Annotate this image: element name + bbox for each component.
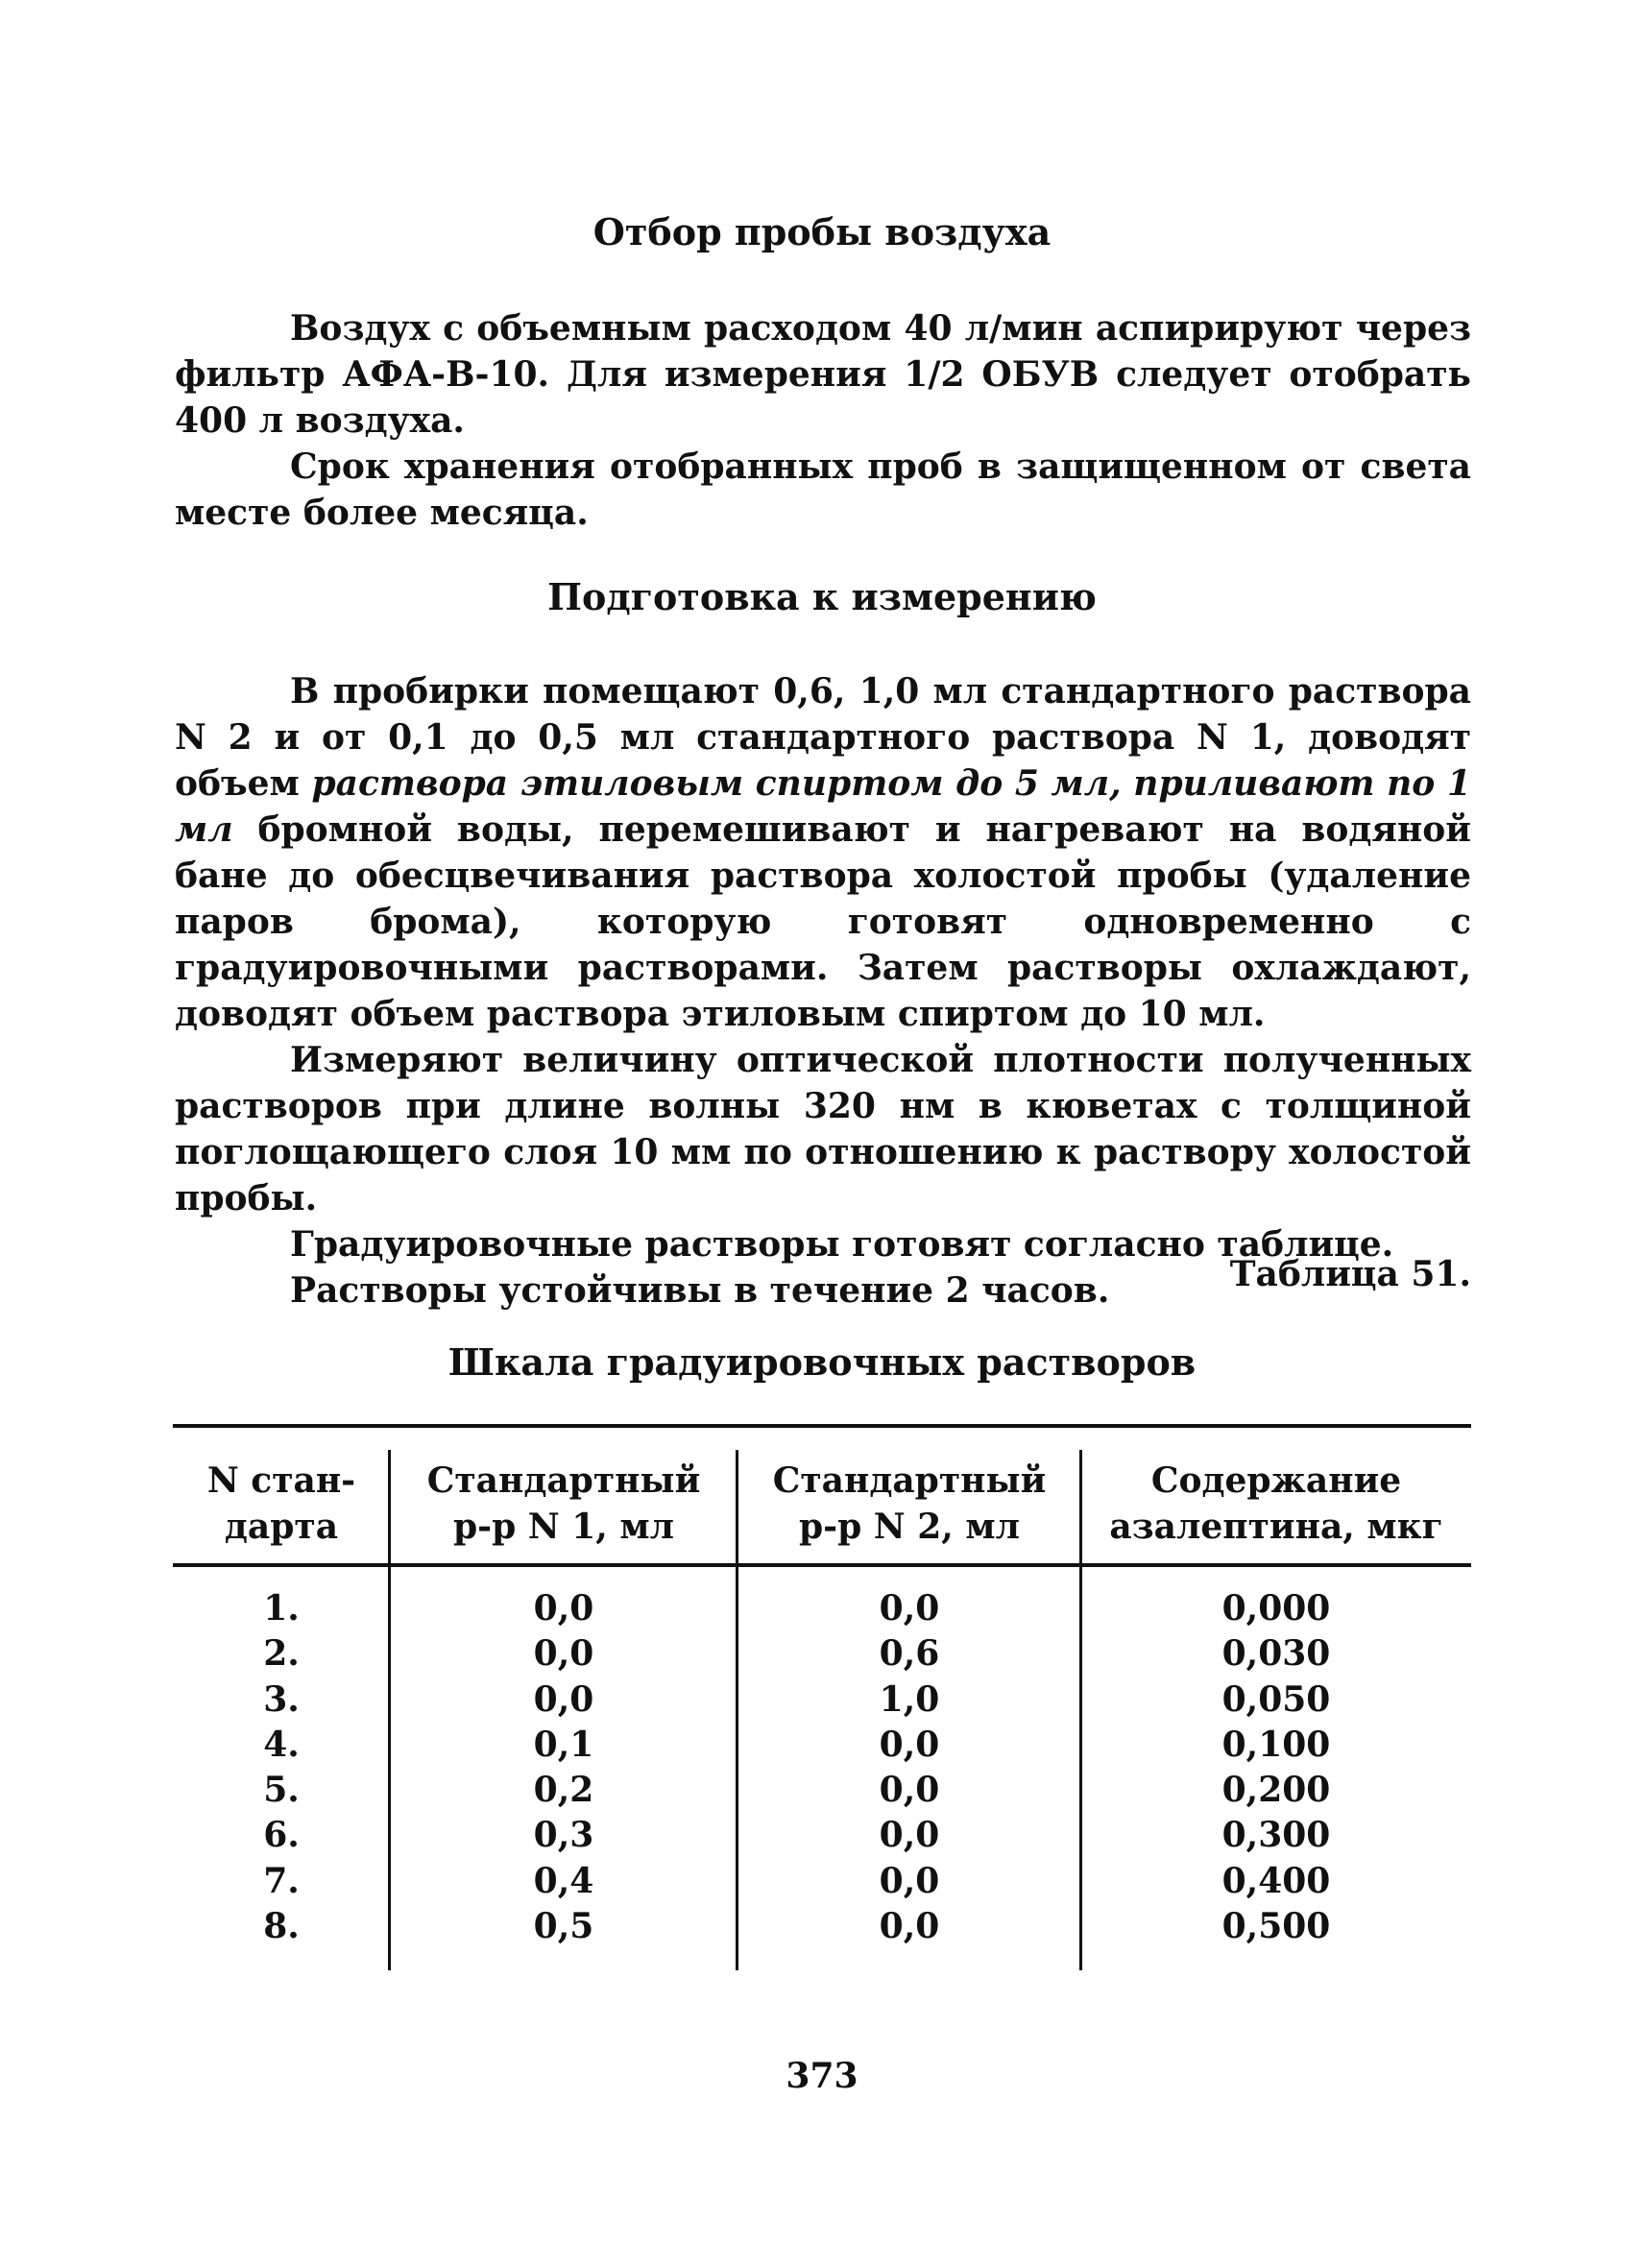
page-number: 373 (786, 2056, 858, 2096)
table-cell: 0,400 (1221, 1860, 1331, 1901)
preparation-paragraph-1-italic: раствора этиловым спиртом до 5 мл, приливают по 1 мл (175, 763, 1471, 850)
table-row (173, 1768, 1471, 1813)
preparation-paragraph-1 (175, 668, 1471, 1037)
table-row (173, 1813, 1471, 1858)
table-row (173, 1859, 1471, 1904)
table-header-cell-content: Содержание азалептина, мкг (1109, 1460, 1443, 1547)
table-cell: 1,0 (879, 1678, 940, 1720)
table-cell: 0,030 (1221, 1633, 1331, 1675)
table-header-cell-solution-1: Стандартный р-р N 1, мл (426, 1460, 701, 1547)
table-header-cell-number: N стан- дарта (206, 1460, 356, 1547)
table-row (173, 1723, 1471, 1768)
table-cell: 0,5 (533, 1906, 594, 1947)
table-cell: 4. (263, 1724, 300, 1765)
table-cell: 0,0 (879, 1906, 940, 1947)
table-cell: 0,0 (879, 1860, 940, 1901)
sampling-text (175, 305, 1471, 536)
table-cell: 0,500 (1221, 1906, 1331, 1947)
table-cell: 0,000 (1221, 1588, 1331, 1629)
sampling-paragraph-1: Воздух с объемным расходом 40 л/мин аспирируют через фильтр АФА-В-10. Для измерения 1/2 ОБУВ следует отобрать 400 л воздуха. (175, 308, 1471, 441)
table-cell: 0,0 (533, 1588, 594, 1629)
table-cell: 0,100 (1221, 1724, 1331, 1765)
preparation-paragraph-2: Измеряют величину оптической плотности полученных растворов при длине волны 320 нм в кюветах с толщиной поглощающего слоя 10 мм по отношению к раствору холостой пробы. (175, 1040, 1471, 1218)
preparation-paragraph-3: Градуировочные растворы готовят согласно таблице. (290, 1224, 1394, 1265)
table-cell: 0,0 (879, 1770, 940, 1811)
table-cell: 0,2 (533, 1770, 594, 1811)
table-cell: 1. (263, 1588, 300, 1629)
table-cell: 2. (263, 1633, 300, 1675)
table-row (173, 1586, 1471, 1631)
table-row (173, 1677, 1471, 1723)
table-cell: 8. (263, 1906, 300, 1947)
table-cell: 0,1 (533, 1724, 594, 1765)
table-header-cell-solution-2: Стандартный р-р N 2, мл (772, 1460, 1047, 1547)
sampling-paragraph-2: Срок хранения отобранных проб в защищенном от света месте более месяца. (175, 446, 1471, 533)
table-caption: Таблица 51. (1229, 1254, 1471, 1294)
preparation-paragraph-4: Растворы устойчивы в течение 2 часов. (290, 1270, 1110, 1311)
table-header-row (173, 1450, 1471, 1557)
table-cell: 0,050 (1221, 1678, 1331, 1720)
table-title: Шкала градуировочных растворов (447, 1340, 1197, 1384)
table-cell: 0,0 (533, 1678, 594, 1720)
table-cell: 0,0 (879, 1588, 940, 1629)
table-cell: 0,3 (533, 1815, 594, 1856)
table-row (173, 1904, 1471, 1949)
table-cell: 0,6 (879, 1633, 940, 1675)
table-cell: 0,0 (533, 1633, 594, 1675)
section-heading-sampling: Отбор пробы воздуха (592, 210, 1052, 253)
table-cell: 0,300 (1221, 1815, 1331, 1856)
preparation-paragraph-1-part-a: В пробирки помещают 0,6, 1,0 мл стандартного раствора N 2 и от 0,1 до 0,5 мл стандартного раствора N 1, доводят объем (175, 671, 1471, 804)
table-cell: 6. (263, 1815, 300, 1856)
table-cell: 7. (263, 1860, 300, 1901)
table-cell: 0,200 (1221, 1770, 1331, 1811)
table-cell: 0,4 (533, 1860, 594, 1901)
table-cell: 0,0 (879, 1724, 940, 1765)
section-heading-preparation: Подготовка к измерению (547, 575, 1097, 618)
table-row (173, 1631, 1471, 1677)
table-cell: 5. (263, 1770, 300, 1811)
table-header-rule (173, 1563, 1471, 1567)
preparation-paragraph-1-part-b: бромной воды, перемешивают и нагревают на водяной бане до обесцвечивания раствора холостой пробы (удаление паров брома), которую готовят одновременно с градуировочными растворами. Затем растворы охлаждают, доводят объем раствора этиловым спиртом до 10 мл. (175, 809, 1471, 1034)
table-cell: 3. (263, 1678, 300, 1720)
table-top-rule (173, 1424, 1471, 1428)
table-body (173, 1586, 1471, 1949)
preparation-text (175, 668, 1471, 1314)
table-cell: 0,0 (879, 1815, 940, 1856)
